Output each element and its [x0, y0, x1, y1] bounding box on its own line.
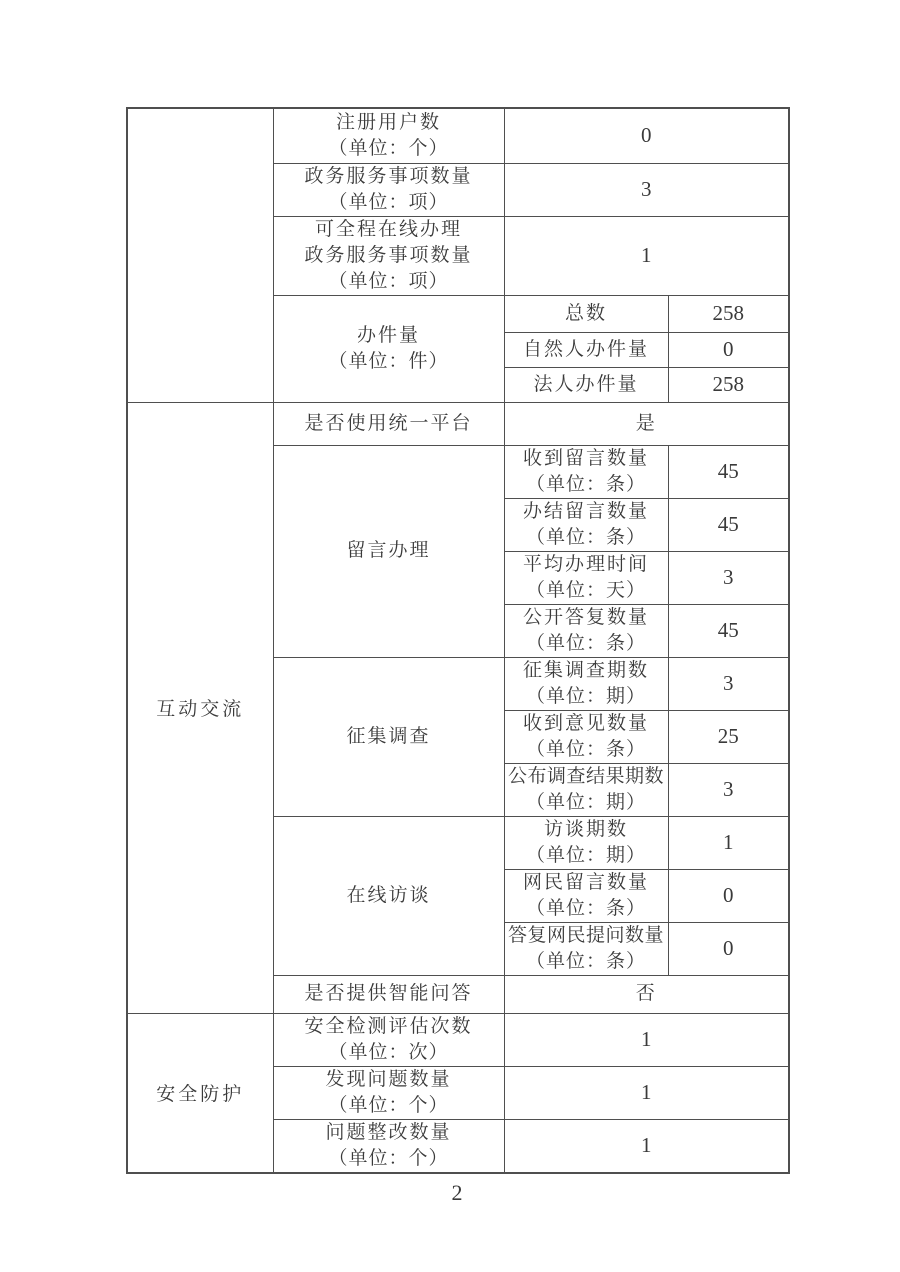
sub-metric-unit: （单位：条） [525, 897, 646, 919]
sub-metric-label: 法人办件量 [504, 367, 668, 402]
metric-unit: （单位：次） [328, 1041, 449, 1063]
metric-label-cell [273, 1066, 504, 1119]
sub-metric-value: 45 [668, 498, 789, 551]
metric-unit: （单位：件） [328, 350, 449, 372]
sub-metric-value: 3 [668, 551, 789, 604]
table-row [127, 108, 789, 163]
metric-value: 1 [504, 1066, 789, 1119]
sub-metric-label: 收到意见数量 [522, 712, 649, 734]
sub-metric-value: 1 [668, 816, 789, 869]
metric-label: 发现问题数量 [325, 1068, 452, 1090]
table-row [127, 402, 789, 445]
sub-metric-label: 征集调查期数 [522, 659, 649, 681]
sub-metric-label-cell [504, 922, 668, 975]
sub-metric-value: 3 [668, 763, 789, 816]
sub-metric-unit: （单位：条） [525, 738, 646, 760]
metric-unit: （单位：个） [328, 1094, 449, 1116]
table-row [127, 1013, 789, 1066]
metric-value: 1 [504, 1119, 789, 1173]
sub-metric-label: 自然人办件量 [504, 332, 668, 367]
sub-metric-label-cell [504, 710, 668, 763]
metric-label: 办件量 [356, 324, 420, 346]
sub-metric-label-cell [504, 869, 668, 922]
sub-metric-unit: （单位：条） [525, 632, 646, 654]
sub-metric-label: 总数 [504, 295, 668, 332]
metric-value: 3 [504, 163, 789, 216]
metric-label: 可全程在线办理 [314, 218, 462, 240]
sub-metric-unit: （单位：条） [525, 950, 646, 972]
metric-label: 征集调查 [273, 657, 504, 816]
sub-metric-label: 公布调查结果期数 [507, 765, 664, 787]
annual-report-table [126, 107, 790, 1174]
sub-metric-value: 0 [668, 922, 789, 975]
metric-label: 留言办理 [273, 445, 504, 657]
category-cell-interaction: 互动交流 [127, 402, 273, 1013]
sub-metric-label: 网民留言数量 [522, 871, 649, 893]
sub-metric-value: 0 [668, 869, 789, 922]
sub-metric-label-cell [504, 551, 668, 604]
sub-metric-unit: （单位：条） [525, 473, 646, 495]
metric-value: 0 [504, 108, 789, 163]
category-cell-security: 安全防护 [127, 1013, 273, 1173]
metric-label: 注册用户数 [335, 111, 441, 133]
metric-label: 安全检测评估次数 [304, 1015, 473, 1037]
sub-metric-value: 25 [668, 710, 789, 763]
sub-metric-value: 45 [668, 445, 789, 498]
metric-value: 是 [504, 402, 789, 445]
sub-metric-label: 答复网民提问数量 [507, 924, 664, 946]
sub-metric-label-cell [504, 445, 668, 498]
metric-value: 1 [504, 216, 789, 295]
sub-metric-unit: （单位：期） [525, 844, 646, 866]
sub-metric-value: 258 [668, 367, 789, 402]
sub-metric-unit: （单位：条） [525, 526, 646, 548]
metric-unit: （单位：项） [328, 191, 449, 213]
metric-label-cell [273, 295, 504, 402]
sub-metric-value: 258 [668, 295, 789, 332]
sub-metric-label-cell [504, 604, 668, 657]
metric-label: 在线访谈 [273, 816, 504, 975]
sub-metric-label-cell [504, 498, 668, 551]
metric-value: 1 [504, 1013, 789, 1066]
sub-metric-value: 45 [668, 604, 789, 657]
sub-metric-label-cell [504, 763, 668, 816]
metric-unit: （单位：个） [328, 137, 449, 159]
metric-label-cell [273, 108, 504, 163]
metric-label-line2: 政务服务事项数量 [304, 244, 473, 266]
sub-metric-label-cell [504, 816, 668, 869]
page-number: 2 [451, 1180, 463, 1205]
metric-label-cell [273, 1013, 504, 1066]
category-cell-empty [127, 108, 273, 402]
metric-value: 否 [504, 975, 789, 1013]
metric-unit: （单位：项） [328, 270, 449, 292]
sub-metric-label: 公开答复数量 [522, 606, 649, 628]
sub-metric-unit: （单位：期） [525, 685, 646, 707]
sub-metric-label: 收到留言数量 [522, 447, 649, 469]
sub-metric-unit: （单位：期） [525, 791, 646, 813]
metric-label: 政务服务事项数量 [304, 165, 473, 187]
sub-metric-label: 访谈期数 [543, 818, 628, 840]
metric-label: 是否提供智能问答 [273, 975, 504, 1013]
metric-unit: （单位：个） [328, 1147, 449, 1169]
metric-label: 问题整改数量 [325, 1121, 452, 1143]
sub-metric-label: 平均办理时间 [522, 553, 649, 575]
metric-label-cell [273, 216, 504, 295]
metric-label: 是否使用统一平台 [273, 402, 504, 445]
sub-metric-label-cell [504, 657, 668, 710]
metric-label-cell [273, 163, 504, 216]
sub-metric-value: 0 [668, 332, 789, 367]
metric-label-cell [273, 1119, 504, 1173]
sub-metric-value: 3 [668, 657, 789, 710]
sub-metric-label: 办结留言数量 [522, 500, 649, 522]
sub-metric-unit: （单位：天） [525, 579, 646, 601]
